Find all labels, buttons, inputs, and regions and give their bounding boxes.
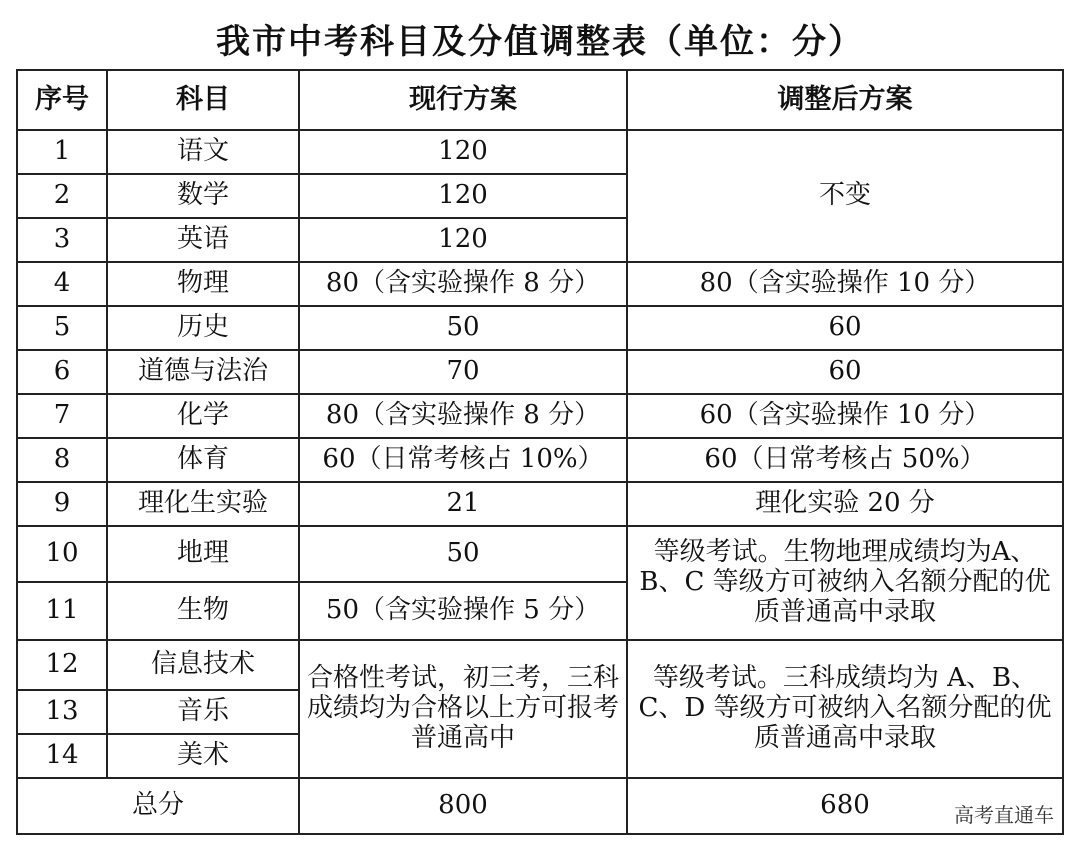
row-no: 11 [17,582,107,640]
total-label: 总分 [17,778,299,834]
row-current: 120 [299,174,627,218]
row-adjusted: 60 [627,350,1063,394]
row-no: 2 [17,174,107,218]
row-adjusted: 理化实验 20 分 [627,482,1063,526]
table-row [17,526,1063,582]
row-no: 6 [17,350,107,394]
header-subject: 科目 [107,70,299,130]
score-adjustment-table [16,69,1064,835]
row-no: 5 [17,306,107,350]
row-current: 80（含实验操作 8 分） [299,262,627,306]
row-subject: 理化生实验 [107,482,299,526]
row-no: 12 [17,640,107,690]
row-no: 7 [17,394,107,438]
merged-current-it-music-art: 合格性考试，初三考，三科成绩均为合格以上方可报考普通高中 [299,640,627,778]
row-adjusted: 60（含实验操作 10 分） [627,394,1063,438]
row-current: 50（含实验操作 5 分） [299,582,627,640]
row-adjusted: 60（日常考核占 50%） [627,438,1063,482]
row-subject: 历史 [107,306,299,350]
row-current: 120 [299,130,627,174]
row-current: 120 [299,218,627,262]
row-current: 60（日常考核占 10%） [299,438,627,482]
table-row [17,394,1063,438]
row-subject: 道德与法治 [107,350,299,394]
row-current: 80（含实验操作 8 分） [299,394,627,438]
table-row [17,262,1063,306]
row-no: 8 [17,438,107,482]
row-subject: 物理 [107,262,299,306]
row-no: 9 [17,482,107,526]
table-row [17,640,1063,690]
row-no: 1 [17,130,107,174]
table-row [17,438,1063,482]
row-subject: 数学 [107,174,299,218]
row-no: 3 [17,218,107,262]
row-subject: 美术 [107,734,299,778]
total-current: 800 [299,778,627,834]
merged-adjusted-unchanged: 不变 [627,130,1063,262]
row-subject: 地理 [107,526,299,582]
row-subject: 化学 [107,394,299,438]
row-current: 21 [299,482,627,526]
row-subject: 生物 [107,582,299,640]
row-subject: 体育 [107,438,299,482]
merged-adjusted-bio-geo: 等级考试。生物地理成绩均为A、B、C 等级方可被纳入名额分配的优质普通高中录取 [627,526,1063,640]
table-row [17,130,1063,174]
merged-adjusted-it-music-art: 等级考试。三科成绩均为 A、B、C、D 等级方可被纳入名额分配的优质普通高中录取 [627,640,1063,778]
row-subject: 语文 [107,130,299,174]
row-no: 4 [17,262,107,306]
watermark-text: 高考直通车 [954,803,1054,827]
row-no: 10 [17,526,107,582]
row-no: 14 [17,734,107,778]
table-row [17,482,1063,526]
header-row [17,70,1063,130]
row-subject: 音乐 [107,690,299,734]
table-row [17,350,1063,394]
row-adjusted: 60 [627,306,1063,350]
row-current: 50 [299,526,627,582]
row-subject: 英语 [107,218,299,262]
header-adjusted: 调整后方案 [627,70,1063,130]
total-adjusted: 680 [627,778,1063,834]
table-title: 我市中考科目及分值调整表（单位：分） [216,22,864,62]
total-row [17,778,1063,834]
table-row [17,306,1063,350]
row-subject: 信息技术 [107,640,299,690]
header-current: 现行方案 [299,70,627,130]
row-current: 50 [299,306,627,350]
row-current: 70 [299,350,627,394]
row-no: 13 [17,690,107,734]
header-no: 序号 [17,70,107,130]
row-adjusted: 80（含实验操作 10 分） [627,262,1063,306]
